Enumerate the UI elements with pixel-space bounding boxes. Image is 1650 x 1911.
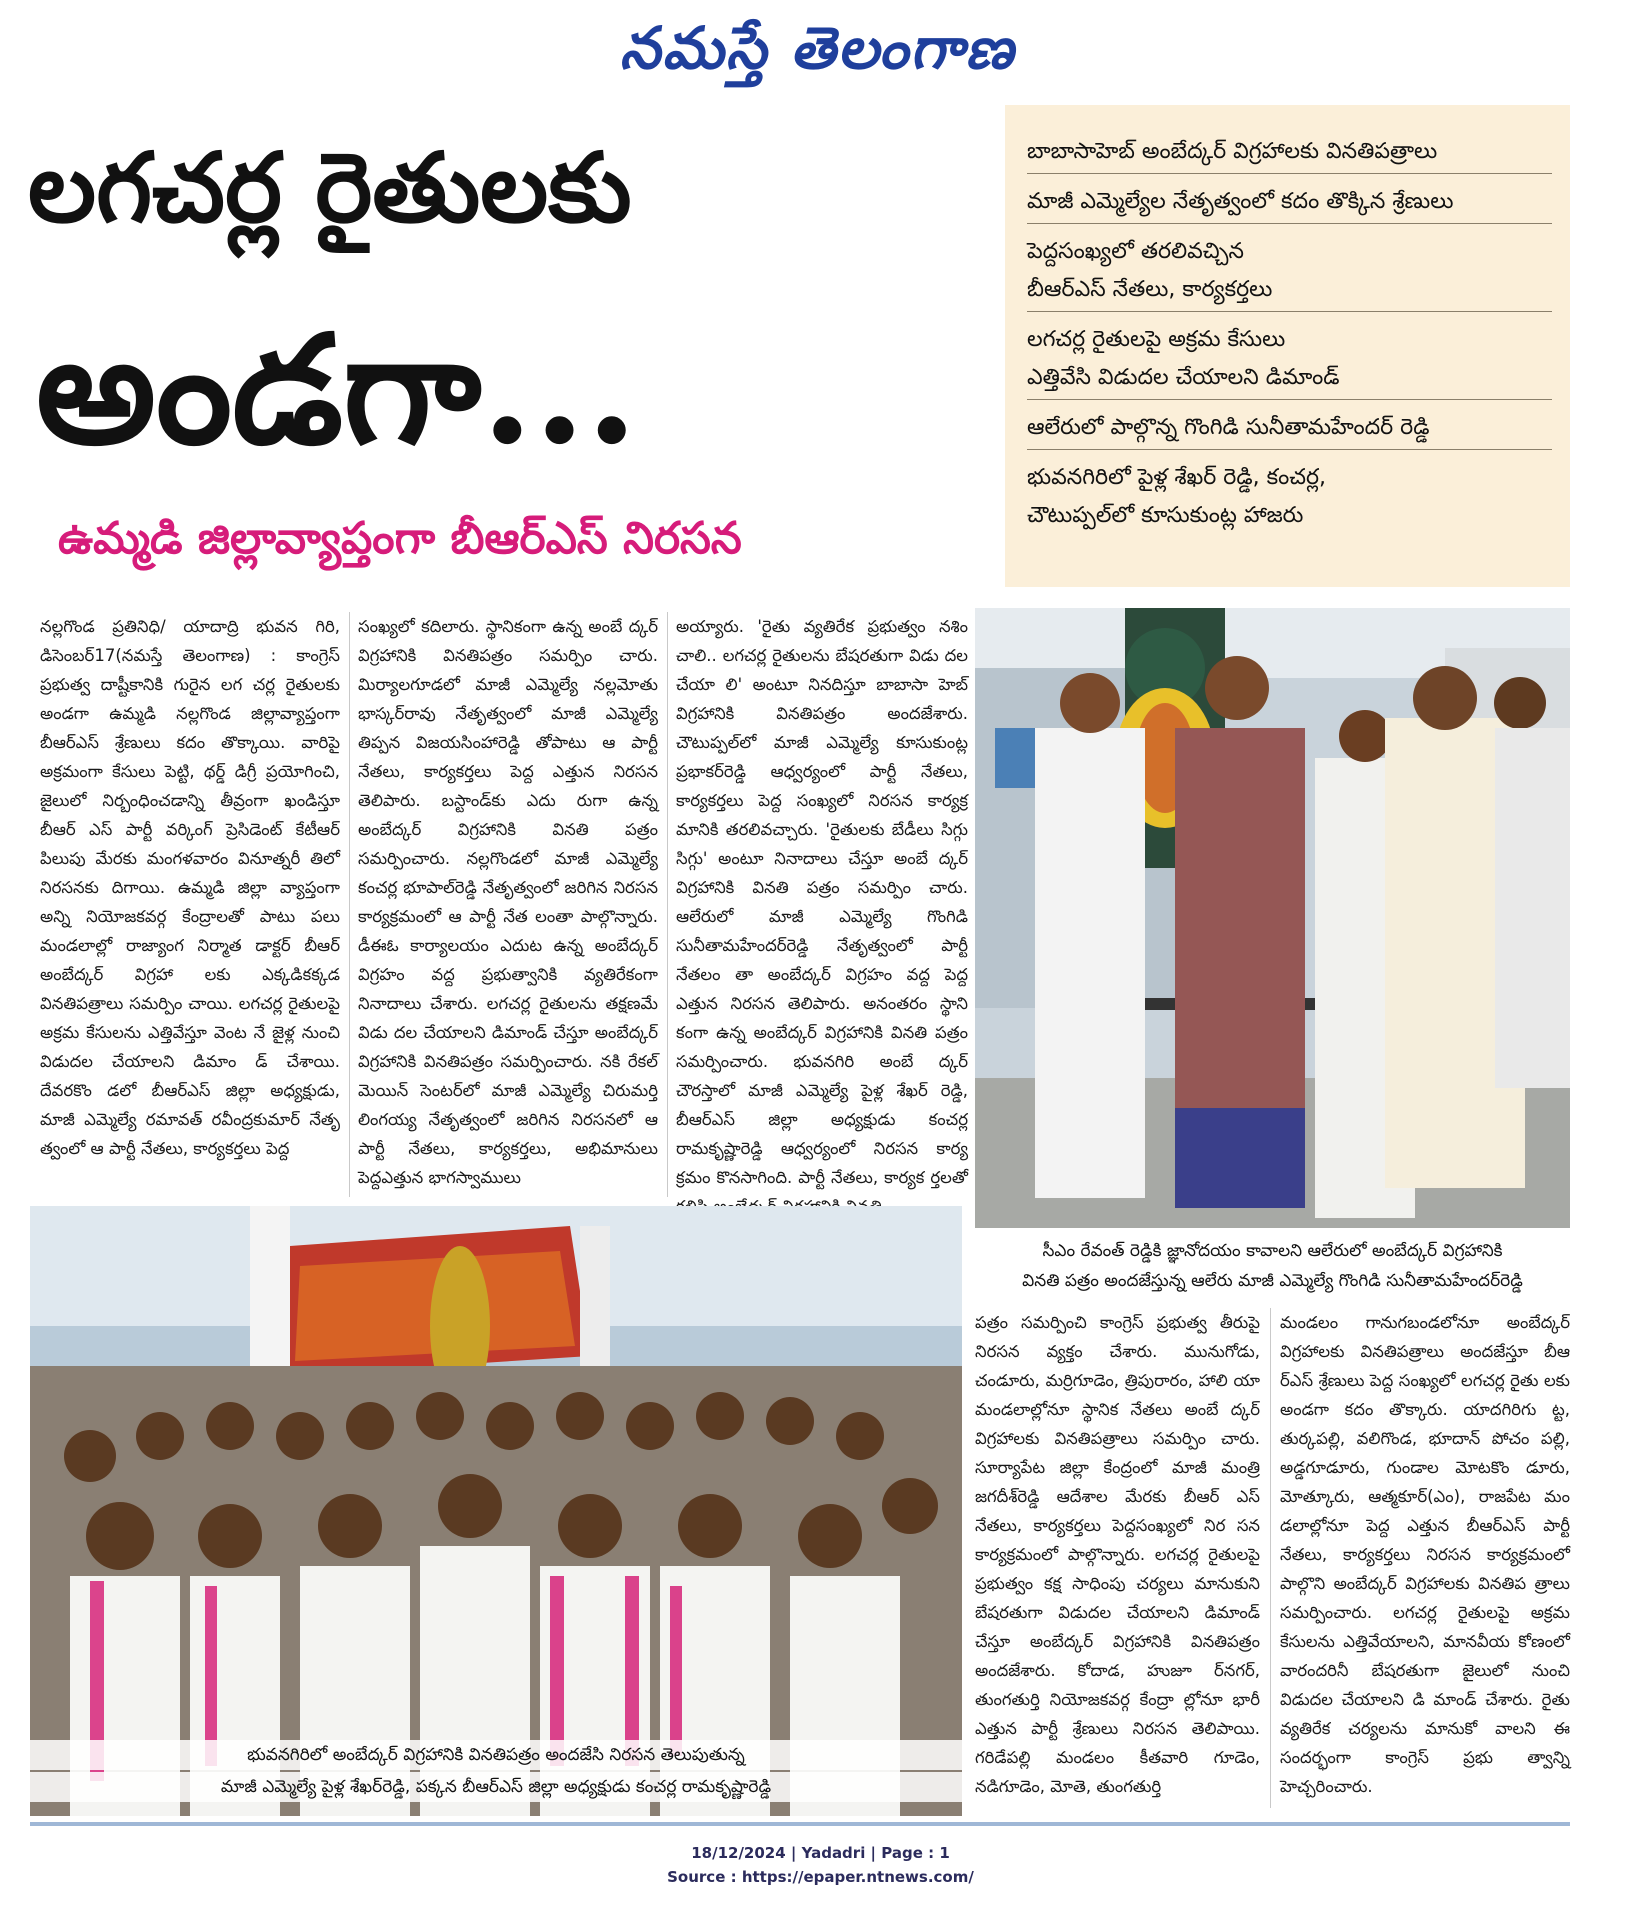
article-text: అయ్యారు. 'రైతు వ్యతిరేక ప్రభుత్వం నశిం చాలి.. లగచర్ల రైతులను బేషరతుగా విడు దల చేయా లి' అంటూ నినదిస్తూ బాబాసా హెబ్ విగ్రహానికి వినతిపత్రం అందజేశారు. చౌటుప్పల్‌లో మాజీ ఎమ్మెల్యే కూసుకుంట్ల ప్రభాకర్‌రెడ్డి ఆధ్వర్యంలో పార్టీ నేతలు, కార్యకర్తలు పెద్ద సంఖ్యలో నిరసన కార్యక్ర మానికి తరలివచ్చారు. 'రైతులకు బేడీలు సిగ్గు సిగ్గు' అంటూ నినాదాలు చేస్తూ అంబే ద్కర్ విగ్రహానికి వినతి పత్రం సమర్పిం చారు. ఆలేరులో మాజీ ఎమ్మెల్యే గొంగిడి సునీతామహేందర్‌రెడ్డి నేతృత్వంలో పార్టీ నేతలం తా అంబేద్కర్ విగ్రహం వద్ద పెద్ద ఎత్తున నిరసన తెలిపారు. అనంతరం స్థాని కంగా ఉన్న అంబేద్కర్ విగ్రహానికి వినతి పత్రం సమర్పించారు. భువనగిరి అంబే ద్కర్ చౌరస్తాలో మాజీ ఎమ్మెల్యే పైళ్ల శేఖర్ రెడ్డి, బీఆర్ఎస్ జిల్లా అధ్యక్షుడు కంచర్ల రామకృష్ణారెడ్డి ఆధ్వర్యంలో నిరసన కార్య క్రమం కొనసాగింది. పార్టీ నేతలు, కార్యక ర్తలతో <box>676 617 968 1187</box>
column-divider <box>1270 1308 1271 1808</box>
highlight-item: బీఆర్ఎస్ నేతలు, కార్యకర్తలు <box>1027 273 1552 312</box>
article-column-1 <box>40 612 340 1197</box>
bottom-rule <box>30 1822 1570 1826</box>
photo-aleru-protest <box>975 608 1570 1228</box>
column-divider <box>349 612 350 1197</box>
photo-illustration <box>30 1206 962 1816</box>
article-column-2 <box>358 612 658 1197</box>
highlight-item: మాజీ ఎమ్మెల్యేల నేతృత్వంలో కదం తొక్కిన శ్రేణులు <box>1027 185 1552 224</box>
highlight-item: బాబాసాహెబ్ అంబేద్కర్ విగ్రహాలకు వినతిపత్రాలు <box>1027 135 1552 174</box>
article-column-3 <box>676 612 968 1197</box>
article-text: నల్లగొండ ప్రతినిధి/ యాదాద్రి భువన గిరి, డిసెంబర్17(నమస్తే తెలంగాణ) : కాంగ్రెస్ ప్రభుత్వ దాష్టీకానికి గురైన లగ చర్ల రైతులకు అండగా ఉమ్మడి నల్లగొండ జిల్లావ్యాప్తంగా బీఆర్ఎస్ శ్రేణులు కదం తొక్కాయి. వారిపై అక్రమంగా కేసులు పెట్టి, థర్డ్ డిగ్రీ ప్రయోగించి, జైలులో నిర్బంధించడాన్ని తీవ్రంగా ఖండిస్తూ బీఆర్ ఎస్ పార్టీ వర్కింగ్ ప్రెసిడెంట్ కేటీఆర్ పిలుపు మేరకు మంగళవారం వినూత్నరీ తిలో నిరసనకు దిగాయి. ఉమ్మడి జిల్లా వ్యాప్తంగా అన్ని నియోజకవర్గ కేంద్రాలతో పాటు పలు మండలాల్లో రాజ్యాంగ నిర్మాత డాక్టర్ బీఆర్ అంబేద్కర్ విగ్రహా లకు ఎక్కడికక్కడ వినతిపత్రాలు సమర్పిం చాయి. లగచర్ల రైతులపై అక్రమ కేసులను ఎత్తివేస్తూ వెంట నే జైళ్ల నుంచి విడుదల చేయాలని డిమాం డ్ చేశాయి. దేవరకొం డలో బీఆర్ఎస్ జిల్లా అధ్యక్షుడు, మాజీ ఎమ్మెల్యే రమావత్ రవీంద్రకుమార్ నేతృ త్వంలో ఆ పార్టీ నేతలు, కార్యకర్తలు పెద్ద <box>40 617 340 1158</box>
highlight-item: పెద్దసంఖ్యలో తరలివచ్చిన <box>1027 239 1244 264</box>
headline-line1: లగచర్ల రైతులకు <box>28 131 632 244</box>
photo-caption-left-line2: మాజీ ఎమ్మెల్యే పైళ్ల శేఖర్‌రెడ్డి, పక్కన బీఆర్ఎస్ జిల్లా అధ్యక్షుడు కంచర్ల రామకృష్ణారెడ్డి <box>30 1772 962 1802</box>
highlights-box <box>1005 105 1570 587</box>
subheadline: ఉమ్మడి జిల్లావ్యాప్తంగా బీఆర్ఎస్ నిరసన <box>58 513 742 564</box>
photo-caption-right-line1: సీఎం రేవంత్ రెడ్డికి జ్ఞానోదయం కావాలని ఆలేరులో అంబేద్కర్ విగ్రహానికి <box>1042 1241 1503 1261</box>
photo-illustration <box>975 608 1570 1228</box>
article-column-5 <box>1280 1308 1570 1808</box>
photo-caption-right-line2: వినతి పత్రం అందజేస్తున్న ఆలేరు మాజీ ఎమ్మెల్యే గొంగిడి సునీతామహేందర్‌రెడ్డి <box>1022 1271 1523 1291</box>
article-text: మండలం గానుగబండలోనూ అంబేద్కర్ విగ్రహాలకు వినతిపత్రాలు అందజేస్తూ బీఆ ర్ఎస్ శ్రేణులు పెద్ద సంఖ్యలో లగచర్ల రైతు లకు అండగా కదం తొక్కారు. యాదగిరిగు ట్ట, తుర్కపల్లి, వలిగొండ, భూదాన్ పోచం పల్లి, అడ్డగూడూరు, గుండాల మోటకొం డూరు, మోత్కూరు, ఆత్మకూర్(ఎం), రాజపేట మం డలాల్లోనూ పెద్ద ఎత్తున బీఆర్ఎస్ పార్టీ నేతలు, కార్యకర్తలు నిరసన కార్యక్రమంలో పాల్గొని అంబేద్కర్ విగ్రహాలకు వినతిప త్రాలు సమర్పించారు. లగచర్ల రైతులపై అక్రమ కేసులను ఎత్తివేయాలని, మానవీయ కోణంలో వారందరినీ బేషరతుగా జైలులో నుంచి విడుదల చేయాలని డి మాండ్ చేశారు. రైతు వ్యతిరేక చర్యలను మానుకో వాలని ఈ సందర్భంగా కాంగ్రెస్ ప్రభు త్వాన్ని హెచ్చరించారు. <box>1280 1313 1570 1796</box>
highlight-item: ఎత్తివేసి విడుదల చేయాలని డిమాండ్ <box>1027 361 1552 400</box>
article-text: పత్రం సమర్పించి కాంగ్రెస్ ప్రభుత్వ తీరుపై నిరసన వ్యక్తం చేశారు. మునుగోడు, చండూరు, మర్రిగూడెం, త్రిపురారం, హాలి యా మండలాల్లోనూ స్థానిక నేతలు అంబే ద్కర్ విగ్రహాలకు వినతిపత్రాలు సమర్పిం చారు. సూర్యాపేట జిల్లా కేంద్రంలో మాజీ మంత్రి జగదీశ్‌రెడ్డి ఆదేశాల మేరకు బీఆర్ ఎస్ నేతలు, కార్యకర్తలు పెద్దసంఖ్యలో నిర సన కార్యక్రమంలో పాల్గొన్నారు. లగచర్ల రైతులపై ప్రభుత్వం కక్ష సాధింపు చర్యలు మానుకుని బేషరతుగా విడుదల చేయాలని డిమాండ్ చేస్తూ అంబేద్కర్ విగ్రహానికి వినతిపత్రం అందజేశారు. కోదాడ, హుజూ ర్‌నగర్, తుంగతుర్తి నియోజకవర్గ కేంద్రా ల్లోనూ భారీ ఎత్తున పార్టీ శ్రేణులు నిరసన తెలిపాయి. గరిడేపల్లి మండలం కీతవారి గూడెం, నడిగూడెం, మోతె, తుంగతుర్తి <box>975 1313 1260 1796</box>
highlight-item: చౌటుప్పల్‌లో కూసుకుంట్ల హాజరు <box>1027 503 1304 528</box>
article-column-4 <box>975 1308 1260 1808</box>
highlight-item: ఆలేరులో పాల్గొన్న గొంగిడి సునీతామహేందర్ రెడ్డి <box>1027 411 1552 450</box>
article-text: సంఖ్యలో కదిలారు. స్థానికంగా ఉన్న అంబే ద్కర్ విగ్రహానికి వినతిపత్రం సమర్పిం చారు. మిర్యాలగూడలో మాజీ ఎమ్మెల్యే నల్లమోతు భాస్కర్‌రావు నేతృత్వంలో మాజీ ఎమ్మెల్యే తిప్పన విజయసింహారెడ్డి తోపాటు ఆ పార్టీ నేతలు, కార్యకర్తలు పెద్ద ఎత్తున నిరసన తెలిపారు. బస్టాండ్‌కు ఎదు రుగా ఉన్న అంబేద్కర్ విగ్రహానికి వినతి పత్రం సమర్పించారు. నల్లగొండలో మాజీ ఎమ్మెల్యే కంచర్ల భూపాల్‌రెడ్డి నేతృత్వంలో జరిగిన నిరసన కార్యక్రమంలో ఆ పార్టీ నేత లంతా పాల్గొన్నారు. డీఈఓ కార్యాలయం ఎదుట ఉన్న అంబేద్కర్ విగ్రహం వద్ద ప్రభుత్వానికి వ్యతిరేకంగా నినాదాలు చేశారు. లగచర్ల రైతులను తక్షణమే విడు దల చేయాలని డిమాండ్ చేస్తూ అంబేద్కర్ విగ్రహానికి వినతిపత్రం సమర్పించారు. నకి రేకల్ మెయిన్ సెంటర్‌లో మాజీ ఎమ్మెల్యే చిరుమర్తి లింగయ్య నేతృత్వంలో జరిగిన నిరసనలో ఆ పార్టీ నేతలు, కార్యకర్తలు, అభిమానులు పెద్దఎత్తున భాగస్వాములు <box>358 617 658 1187</box>
photo-bhuvanagiri-protest <box>30 1206 962 1816</box>
column-divider <box>667 612 668 1197</box>
masthead-logo: నమస్తే తెలంగాణ <box>616 14 1028 82</box>
footer-source: Source : https://epaper.ntnews.com/ <box>667 1868 974 1886</box>
highlight-item: లగచర్ల రైతులపై అక్రమ కేసులు <box>1027 327 1286 352</box>
photo-caption-left-line1: భువనగిరిలో అంబేద్కర్ విగ్రహానికి వినతిపత్రం అందజేసి నిరసన తెలుపుతున్న <box>30 1740 962 1770</box>
highlight-item: భువనగిరిలో పైళ్ల శేఖర్ రెడ్డి, కంచర్ల, <box>1027 465 1326 490</box>
headline-line2: అండగా... <box>36 302 638 478</box>
footer-date-edition: 18/12/2024 | Yadadri | Page : 1 <box>691 1844 950 1862</box>
